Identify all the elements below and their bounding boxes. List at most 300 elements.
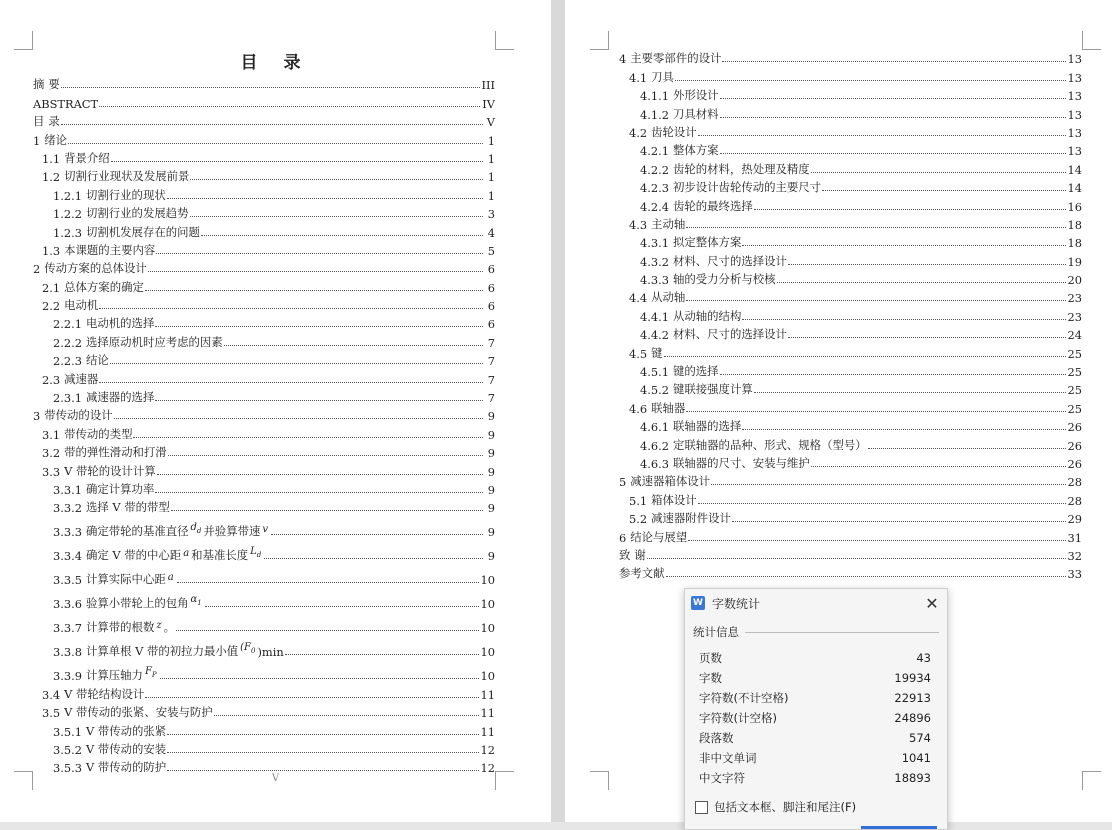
toc-entry[interactable] [33,659,495,683]
stat-value: 1041 [901,751,931,765]
dot-leader [722,61,1065,62]
toc-entry-number: 4.2.3 [640,181,669,196]
toc-entry[interactable] [619,140,1082,158]
toc-entry-number: 2 [33,262,41,277]
toc-entry[interactable] [33,611,495,635]
toc-entry-number: 1.2.2 [53,207,82,222]
toc-entry-math [240,642,255,655]
toc-entry-number: 4.3.1 [640,236,669,251]
dot-leader [190,179,483,180]
toc-entry-number: 2.2 [42,299,61,314]
toc-entry-page: 10 [480,669,495,684]
toc-entry-number: 2.2.3 [53,354,82,369]
toc-entry[interactable] [619,195,1082,213]
toc-entry-page: 7 [487,335,495,350]
toc-entry-page: 6 [487,262,495,277]
toc-entry[interactable] [619,122,1082,140]
dot-leader [167,198,483,199]
stats-list [699,648,931,788]
toc-entry-page: 24 [1067,328,1082,343]
ok-button-edge[interactable] [861,826,937,829]
toc-entry-page: 33 [1067,567,1082,582]
toc-entry[interactable] [619,434,1082,452]
toc-entry[interactable] [619,526,1082,544]
toc-entry-page: 26 [1067,438,1082,453]
toc-entry[interactable] [33,539,495,563]
toc-entry[interactable] [619,342,1082,360]
toc-entry-page: 1 [487,151,495,166]
dot-leader [698,135,1066,136]
dot-leader [742,429,1065,430]
toc-entry[interactable] [619,85,1082,103]
dot-leader [61,87,480,88]
dot-leader [133,437,483,438]
toc-entry[interactable] [33,203,495,221]
toc-entry[interactable] [33,295,495,313]
toc-entry-number: 4.6.3 [640,456,669,471]
toc-entry[interactable] [33,331,495,349]
toc-entry-page: 9 [487,501,495,516]
toc-entry[interactable] [33,74,495,92]
toc-entry-title: 计算带的根数 [85,620,155,635]
toc-entry-number: 1.2.3 [53,225,82,240]
toc-entry-title: 齿轮的最终选择 [672,198,753,213]
toc-entry-page: 32 [1067,548,1082,563]
toc-entry-page: 25 [1067,365,1082,380]
toc-entry[interactable] [619,66,1082,84]
dot-leader [686,227,1065,228]
dot-leader [711,484,1066,485]
dot-leader [99,308,483,309]
toc-entry-title: 带传动的类型 [64,426,133,441]
dot-leader [168,455,483,456]
dot-leader [145,290,483,291]
toc-entry[interactable] [33,368,495,386]
toc-entry-number: 致 [619,547,631,562]
toc-entry-page: 25 [1067,383,1082,398]
toc-entry-page: 9 [487,446,495,461]
toc-entry-number: 1 [33,133,41,148]
toc-entry-number: 1.2.1 [53,188,82,203]
toc-entry-title: 谢 [634,547,646,562]
toc-entry-title: 材料、尺寸的选择设计 [672,253,787,268]
toc-entry-math [250,546,261,559]
toc-entry-math [191,522,202,535]
toc-entry[interactable] [619,489,1082,507]
stat-row [699,688,931,708]
toc-entry-title: 切割机发展存在的问题 [85,224,200,239]
toc-entry-number: 2.1 [42,280,61,295]
include-textbox-footnote-option[interactable] [695,799,947,815]
toc-entry[interactable] [619,471,1082,489]
toc-entry-page: IV [482,96,495,111]
dot-leader [167,734,478,735]
dot-leader [155,400,483,401]
toc-entry-math [183,548,189,559]
toc-entry[interactable] [619,563,1082,581]
toc-entry-title: 整体方案 [672,143,719,158]
toc-entry-page: 13 [1067,107,1082,122]
toc-entry-title: 切割行业的发展趋势 [85,206,189,221]
toc-entry-title: 确定计算功率 [85,481,155,496]
toc-entry-page: 18 [1067,236,1082,251]
dot-leader [111,161,483,162]
toc-entry-title: 带的弹性滑动和打滑 [64,445,167,460]
toc-entry-number: 目 [33,114,45,129]
toc-title: 目 录 [240,53,311,73]
toc-entry[interactable] [619,305,1082,323]
toc-entry-number: 1.3 [42,243,61,258]
toc-entry-number: 3.4 [42,687,61,702]
toc-entry[interactable] [619,158,1082,176]
toc-list-right [619,48,1082,581]
dot-leader [155,492,483,493]
dot-leader [271,534,483,535]
toc-entry[interactable] [619,48,1082,66]
toc-entry-title: V 带轮的设计计算 [64,463,156,478]
toc-entry-page: 23 [1067,309,1082,324]
toc-entry[interactable] [33,515,495,539]
dot-leader [214,715,479,716]
toc-entry-number: 4.3.2 [640,254,669,269]
toc-entry[interactable] [619,545,1082,563]
dot-leader [788,264,1066,265]
dot-leader [114,418,483,419]
toc-entry-title: 总体方案的确定 [64,279,144,294]
crop-mark [1082,771,1101,790]
dot-leader [190,216,483,217]
toc-entry[interactable] [33,387,495,405]
toc-entry-title: V 带传动的防护 [85,760,167,775]
toc-entry-page: 28 [1067,475,1082,490]
toc-entry-number: 1.1 [42,151,61,166]
toc-entry-title: 联轴器 [651,400,686,415]
dot-leader [822,190,1065,191]
toc-entry-number: 2.2.1 [53,317,82,332]
toc-entry[interactable] [33,683,495,701]
toc-entry-page: 1 [487,188,495,203]
dot-leader [742,245,1065,246]
toc-entry[interactable] [619,287,1082,305]
math-symbol: z [156,620,162,632]
toc-entry-math [191,594,202,607]
toc-entry-title: 要 [48,77,60,92]
toc-entry[interactable] [33,258,495,276]
toc-entry[interactable] [619,397,1082,415]
toc-entry-page: 13 [1067,125,1082,140]
stats-section-header [693,624,939,640]
toc-entry-page: 6 [487,317,495,332]
toc-entry-page: 5 [487,243,495,258]
toc-entry[interactable] [619,177,1082,195]
toc-entry-number: 3.5.2 [53,742,82,757]
toc-entry-number: 3.3.9 [53,669,82,684]
toc-entry[interactable] [619,453,1082,471]
toc-entry-number: 4.1.2 [640,107,669,122]
math-subscript: P [151,671,157,680]
toc-entry-title: 键的选择 [672,364,719,379]
toc-entry[interactable] [33,479,495,497]
math-subscript: d [256,551,262,560]
toc-entry-page: 12 [480,742,495,757]
toc-entry-title: 从动轴 [651,290,686,305]
toc-entry-number: 3.1 [42,427,61,442]
toc-entry-number: 4.2 [629,125,648,140]
toc-entry-title: 箱体设计 [651,492,697,507]
dot-leader [171,510,483,511]
stat-value: 19934 [894,671,931,685]
dot-leader [811,172,1066,173]
include-textbox-checkbox[interactable] [695,801,708,814]
stats-section-label: 统计信息 [693,625,739,639]
toc-entry[interactable] [619,416,1082,434]
toc-entry-page: 1 [487,170,495,185]
toc-entry-title: 录 [48,114,60,129]
toc-entry-number: 3.3.3 [53,525,82,540]
toc-entry-page: 25 [1067,401,1082,416]
toc-entry-page: 7 [487,372,495,387]
toc-entry[interactable] [33,423,495,441]
toc-entry-title: 拟定整体方案 [672,235,742,250]
toc-entry-number: 4.4 [629,291,648,306]
toc-entry-page: 10 [480,645,495,660]
toc-entry-number: 4.4.2 [640,328,669,343]
toc-entry[interactable] [33,92,495,110]
dot-leader [647,558,1066,559]
page-gutter [551,0,565,822]
crop-mark [590,31,609,50]
dot-leader [205,606,479,607]
toc-entry-page: 13 [1067,52,1082,67]
toc-entry-page: 26 [1067,420,1082,435]
toc-entry[interactable] [33,739,495,757]
section-divider [745,632,939,633]
toc-entry-number: 2.3 [42,372,61,387]
toc-entry-page: 11 [480,706,495,721]
toc-entry-number: 3 [33,409,41,424]
toc-entry-title: 计算实际中心距 [85,572,166,587]
toc-entry-title: 计算单根 V 带的初拉力最小值 [85,644,239,659]
stat-value: 24896 [894,711,931,725]
dot-leader [99,106,480,107]
toc-entry[interactable] [33,221,495,239]
toc-entry-page: 9 [487,525,495,540]
dot-leader [224,345,483,346]
toc-entry-title: 减速器箱体设计 [630,474,710,489]
toc-entry-number: 2.2.2 [53,335,82,350]
stat-row [699,668,931,688]
toc-entry[interactable] [33,587,495,611]
toc-entry-page: 12 [480,761,495,776]
toc-entry-number: 4.6.2 [640,438,669,453]
toc-entry[interactable] [33,460,495,478]
toc-entry[interactable] [33,563,495,587]
dialog-header [685,589,947,617]
dot-leader [167,752,478,753]
toc-entry-title: 确定 V 带的中心距 [85,548,182,563]
toc-entry-number: 4.6 [629,401,648,416]
toc-entry-page: 9 [487,427,495,442]
toc-entry-number: 6 [619,530,627,545]
dot-leader [742,319,1065,320]
toc-entry-title: 切割行业的现状 [85,187,166,202]
toc-entry[interactable] [33,184,495,202]
toc-entry-title: 结论 [85,353,109,368]
toc-entry[interactable] [33,148,495,166]
toc-entry[interactable] [619,250,1082,268]
toc-entry-number: 3.3.6 [53,597,82,612]
stat-row [699,748,931,768]
toc-entry-page: 9 [487,549,495,564]
toc-entry[interactable] [619,361,1082,379]
toc-entry-title: 验算小带轮上的包角 [85,596,189,611]
toc-entry[interactable] [33,405,495,423]
stat-value: 18893 [894,771,931,785]
toc-entry-page: 25 [1067,346,1082,361]
toc-entry-title: V 带轮结构设计 [64,686,145,701]
toc-entry-math [168,572,174,583]
dot-leader [720,374,1066,375]
toc-entry[interactable] [33,313,495,331]
dot-leader [732,521,1066,522]
toc-entry-title: 键 [651,345,663,360]
toc-entry-title: 参考文献 [619,566,665,581]
toc-entry-title: 选择原动机时应考虑的因素 [85,334,223,349]
toc-entry-page: 11 [480,687,495,702]
math-symbol: F [144,666,152,678]
toc-entry-title: 定联轴器的品种、形式、规格（型号） [672,437,867,452]
math-symbol: a [183,548,190,560]
toc-entry[interactable] [619,269,1082,287]
toc-entry-page: V [486,115,495,130]
toc-entry-page: 14 [1067,162,1082,177]
toc-entry-title: 联轴器的尺寸、安装与维护 [672,455,810,470]
toc-entry-title: 从动轴的结构 [672,308,742,323]
toc-entry-title: V 带传动的张紧 [85,723,167,738]
dialog-title: 字数统计 [712,596,761,611]
crop-mark [1082,31,1101,50]
math-subscript: d [196,527,202,536]
toc-entry-page: 18 [1067,217,1082,232]
stat-value: 43 [916,651,931,665]
toc-entry[interactable] [33,166,495,184]
toc-entry[interactable] [619,324,1082,342]
toc-entry-number: 3.3.5 [53,573,82,588]
toc-entry[interactable] [33,497,495,515]
toc-entry[interactable] [33,442,495,460]
toc-entry-page: 14 [1067,181,1082,196]
toc-entry-number: 3.5.1 [53,724,82,739]
toc-entry-title: 结论与展望 [630,529,688,544]
toc-entry-number: 摘 [33,77,45,92]
dot-leader [145,697,478,698]
dot-leader [155,326,483,327]
toc-entry-page: 9 [487,409,495,424]
dot-leader [201,235,483,236]
toc-entry-page: 13 [1067,70,1082,85]
toc-entry[interactable] [33,111,495,129]
toc-entry-number: 3.5 [42,706,61,721]
toc-entry-title: 减速器附件设计 [651,511,731,526]
toc-entry-title: 齿轮的材料，热处理及精度 [672,161,810,176]
toc-entry-title: 计算压轴力 [85,668,143,683]
toc-entry-title: 确定带轮的基准直径 [85,524,189,539]
toc-entry-number: 4.1 [629,70,648,85]
toc-entry[interactable] [33,720,495,738]
dot-leader [675,80,1066,81]
toc-entry-number: 5 [619,475,627,490]
toc-entry-title-cont: 并验算带速 [203,524,261,539]
toc-entry-number: 4.4.1 [640,309,669,324]
toc-entry-title: 绪论 [44,132,68,147]
toc-entry-number: 4.5.1 [640,365,669,380]
math-symbol: d [190,522,197,534]
toc-entry-title: 电动机 [64,298,99,313]
dot-leader [666,576,1066,577]
dot-leader [686,300,1065,301]
toc-entry-title: 切割行业现状及发展前景 [64,169,190,184]
dot-leader [148,271,483,272]
crop-mark [590,771,609,790]
toc-entry-number: 3.5.3 [53,761,82,776]
toc-entry-page: 10 [480,621,495,636]
dot-leader [688,540,1065,541]
toc-entry-title: 外形设计 [672,88,719,103]
toc-entry[interactable] [619,232,1082,250]
include-textbox-label[interactable]: 包括文本框、脚注和尾注(F) [714,800,857,814]
page-number-footer: V [271,773,280,784]
toc-entry[interactable] [33,240,495,258]
toc-entry-number: 1.2 [42,170,61,185]
toc-entry[interactable] [619,103,1082,121]
toc-entry[interactable] [619,379,1082,397]
stat-label: 页数 [699,651,722,665]
stat-row [699,768,931,788]
toc-entry-title: 键联接强度计算 [672,382,753,397]
close-icon[interactable]: ✕ [925,593,939,613]
toc-entry[interactable] [33,635,495,659]
dot-leader [177,582,479,583]
toc-entry-page: 13 [1067,144,1082,159]
toc-entry[interactable] [33,276,495,294]
toc-entry-title: V 带传动的张紧、安装与防护 [64,705,213,720]
stat-label: 中文字符 [699,771,745,785]
toc-entry[interactable] [33,129,495,147]
toc-entry-page: 23 [1067,291,1082,306]
toc-entry-page: 11 [480,724,495,739]
toc-entry-title: 电动机的选择 [85,316,155,331]
toc-entry-title: 选择 V 带的带型 [85,500,170,515]
toc-entry[interactable] [619,214,1082,232]
math-symbol: a [167,572,174,584]
toc-entry[interactable] [33,702,495,720]
toc-entry[interactable] [33,350,495,368]
toc-entry-page: 19 [1067,254,1082,269]
stat-label: 字符数(不计空格) [699,691,789,705]
toc-entry-number: 4.6.1 [640,420,669,435]
toc-entry-number: 4.5.2 [640,383,669,398]
toc-entry-page: III [481,78,495,93]
toc-entry-page: 6 [487,280,495,295]
toc-entry-page: 29 [1067,512,1082,527]
stat-label: 段落数 [699,731,734,745]
toc-entry-number: 3.3.2 [53,501,82,516]
toc-entry-title: 带传动的设计 [44,408,113,423]
toc-entry[interactable] [619,508,1082,526]
math-subscript: 1 [197,599,202,608]
toc-entry-number: 4.5 [629,346,648,361]
stat-label: 字数 [699,671,722,685]
